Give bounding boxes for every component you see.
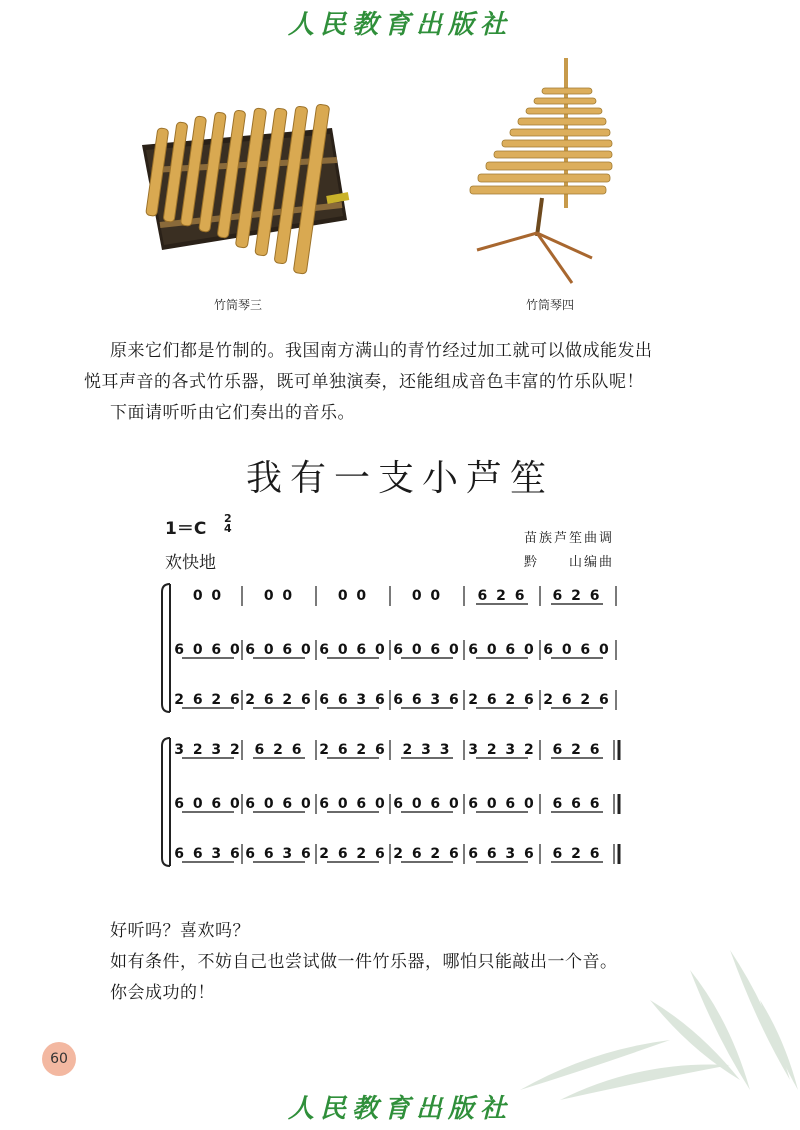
intro-line: 悦耳声音的各式竹乐器，既可单独演奏，还能组成音色丰富的竹乐队呢！ xyxy=(84,372,644,392)
closing-line: 好听吗？喜欢吗？ xyxy=(110,921,250,941)
bamboo-xylophone-three-image xyxy=(132,100,362,285)
measure-notes: 2 6 2 6 xyxy=(245,692,313,708)
time-signature-top: 2 xyxy=(224,512,232,525)
measure-notes: 6 0 6 0 xyxy=(245,796,313,812)
bamboo-leaf-decoration xyxy=(500,940,800,1100)
publisher-footer: 人民教育出版社 xyxy=(287,1094,512,1124)
measure-notes: 2 6 2 6 xyxy=(468,692,536,708)
measure-notes: 0 0 xyxy=(411,588,443,604)
measure-notes: 6 0 6 0 xyxy=(468,642,536,658)
measure-notes: 6 2 6 xyxy=(254,742,304,758)
page-number: 60 xyxy=(42,1042,76,1076)
song-credits xyxy=(524,527,614,575)
system-brace xyxy=(162,738,170,866)
system-brace xyxy=(162,584,170,712)
measure-notes: 6 6 3 6 xyxy=(319,692,387,708)
measure-notes: 2 6 2 6 xyxy=(174,692,242,708)
credit-arranger: 黔 山编曲 xyxy=(523,555,614,570)
measure-notes: 6 0 6 0 xyxy=(174,642,242,658)
measure-notes: 6 0 6 0 xyxy=(468,796,536,812)
measure-notes: 6 2 6 xyxy=(552,742,602,758)
photo-caption-four: 竹筒琴四 xyxy=(526,298,575,312)
measure-notes: 2 6 2 6 xyxy=(393,846,461,862)
publisher-header: 人民教育出版社 xyxy=(287,10,512,40)
numbered-musical-score xyxy=(160,582,630,882)
tempo-marking: 欢快地 xyxy=(165,553,216,573)
measure-notes: 6 0 6 0 xyxy=(393,796,461,812)
measure-notes: 0 0 xyxy=(192,588,224,604)
measure-notes: 2 6 2 6 xyxy=(319,742,387,758)
measure-notes: 6 0 6 0 xyxy=(245,642,313,658)
measure-notes: 6 0 6 0 xyxy=(319,642,387,658)
measure-notes: 2 6 2 6 xyxy=(319,846,387,862)
key-signature: 1＝C xyxy=(165,519,207,539)
measure-notes: 6 2 6 xyxy=(477,588,527,604)
photo-caption-three: 竹筒琴三 xyxy=(214,298,263,312)
bamboo-xylophone-four-image xyxy=(462,58,622,288)
measure-notes: 2 3 3 xyxy=(402,742,452,758)
measure-notes: 6 2 6 xyxy=(552,588,602,604)
intro-line: 原来它们都是竹制的。我国南方满山的青竹经过加工就可以做成能发出 xyxy=(110,341,653,361)
measure-notes: 6 6 6 xyxy=(552,796,602,812)
credit-origin: 苗族芦笙曲调 xyxy=(523,531,614,546)
measure-notes: 6 0 6 0 xyxy=(393,642,461,658)
measure-notes: 3 2 3 2 xyxy=(174,742,242,758)
measure-notes: 6 0 6 0 xyxy=(319,796,387,812)
measure-notes: 0 0 xyxy=(337,588,369,604)
intro-line: 下面请听听由它们奏出的音乐。 xyxy=(110,403,355,423)
measure-notes: 6 6 3 6 xyxy=(393,692,461,708)
measure-notes: 6 6 3 6 xyxy=(468,846,536,862)
intro-paragraph xyxy=(84,336,730,429)
closing-line: 如有条件，不妨自己也尝试做一件竹乐器，哪怕只能敲出一个音。 xyxy=(110,952,618,972)
measure-notes: 6 0 6 0 xyxy=(174,796,242,812)
measure-notes: 6 6 3 6 xyxy=(245,846,313,862)
time-signature-bottom: 4 xyxy=(224,522,232,535)
song-title: 我有一支小芦笙 xyxy=(245,458,554,499)
measure-notes: 6 2 6 xyxy=(552,846,602,862)
measure-notes: 6 0 6 0 xyxy=(543,642,611,658)
measure-notes: 3 2 3 2 xyxy=(468,742,536,758)
closing-line: 你会成功的！ xyxy=(110,983,215,1003)
measure-notes: 6 6 3 6 xyxy=(174,846,242,862)
measure-notes: 0 0 xyxy=(263,588,295,604)
time-signature xyxy=(224,514,232,534)
measure-notes: 2 6 2 6 xyxy=(543,692,611,708)
